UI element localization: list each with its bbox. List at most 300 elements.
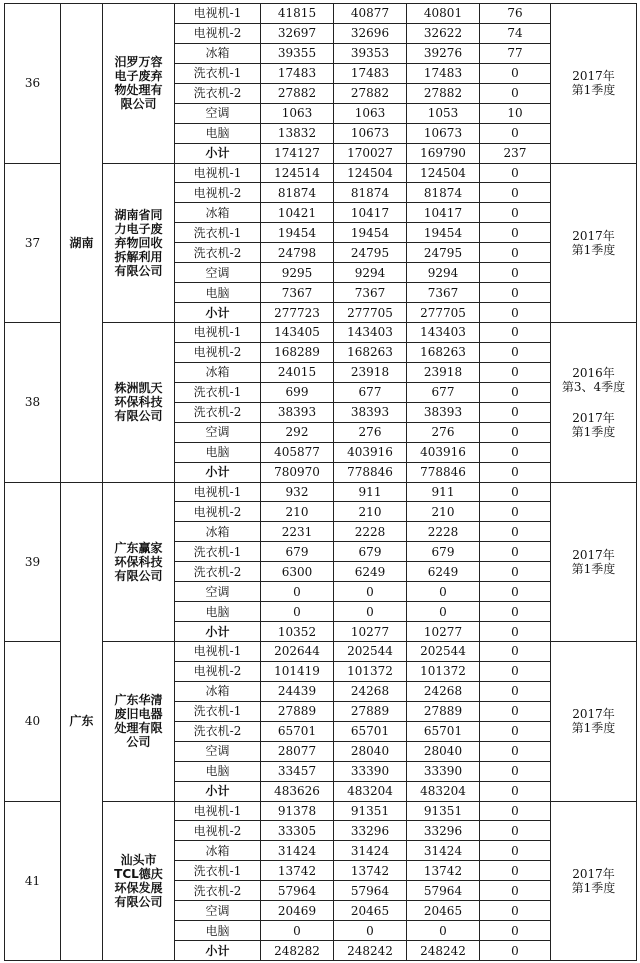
value-cell-c: 81874 (407, 183, 480, 203)
product-category: 电视机-1 (175, 482, 261, 502)
value-cell-b: 13742 (334, 861, 407, 881)
recycling-data-table (4, 3, 637, 961)
product-category: 电视机-2 (175, 821, 261, 841)
value-cell-b: 276 (334, 422, 407, 442)
reporting-period (551, 801, 637, 961)
value-cell-d: 77 (480, 43, 551, 63)
sequence-number: 38 (5, 323, 61, 483)
product-category: 洗衣机-2 (175, 83, 261, 103)
period-line: 第1季度 (571, 242, 616, 257)
value-cell-d: 0 (480, 123, 551, 143)
product-category: 洗衣机-1 (175, 542, 261, 562)
product-category: 电视机-2 (175, 342, 261, 362)
company-name-line: 力电子废 (114, 221, 163, 236)
value-cell-d: 0 (480, 562, 551, 582)
product-category: 空调 (175, 741, 261, 761)
company-name-line: 处理有限 (114, 721, 163, 736)
value-cell-a: 699 (261, 382, 334, 402)
product-category: 电脑 (175, 761, 261, 781)
company-name-line: 有限公司 (114, 568, 163, 583)
product-category: 电脑 (175, 921, 261, 941)
period-line: 第1季度 (571, 83, 616, 98)
value-cell-c: 911 (407, 482, 480, 502)
value-cell-b: 27889 (334, 701, 407, 721)
value-cell-a: 41815 (261, 4, 334, 24)
value-cell-b: 2228 (334, 522, 407, 542)
value-cell-c: 0 (407, 921, 480, 941)
subtotal-label: 小计 (175, 941, 261, 961)
value-cell-c: 6249 (407, 562, 480, 582)
value-cell-b: 403916 (334, 442, 407, 462)
value-cell-b: 40877 (334, 4, 407, 24)
value-cell-d: 0 (480, 422, 551, 442)
value-cell-d: 0 (480, 861, 551, 881)
value-cell-a: 483626 (261, 781, 334, 801)
value-cell-d: 0 (480, 801, 551, 821)
value-cell-d: 74 (480, 23, 551, 43)
company-name-line: 汨罗万容 (114, 55, 163, 70)
value-cell-d: 0 (480, 582, 551, 602)
value-cell-d: 237 (480, 143, 551, 163)
value-cell-c: 9294 (407, 263, 480, 283)
value-cell-d: 0 (480, 342, 551, 362)
value-cell-c: 19454 (407, 223, 480, 243)
value-cell-c: 27889 (407, 701, 480, 721)
value-cell-b: 679 (334, 542, 407, 562)
period-line: 2016年 (572, 365, 615, 380)
value-cell-b: 483204 (334, 781, 407, 801)
value-cell-d: 0 (480, 821, 551, 841)
value-cell-a: 20469 (261, 901, 334, 921)
value-cell-b: 32696 (334, 23, 407, 43)
value-cell-a: 91378 (261, 801, 334, 821)
value-cell-c: 91351 (407, 801, 480, 821)
product-category: 洗衣机-2 (175, 243, 261, 263)
value-cell-b: 911 (334, 482, 407, 502)
company-name-line: 环保发展 (114, 880, 163, 895)
value-cell-b: 24268 (334, 681, 407, 701)
value-cell-a: 932 (261, 482, 334, 502)
company-name-line: 湖南省同 (114, 207, 163, 222)
value-cell-d: 0 (480, 323, 551, 343)
value-cell-d: 0 (480, 622, 551, 642)
value-cell-c: 276 (407, 422, 480, 442)
company-name-line: 株洲凯天 (114, 381, 163, 396)
period-line: 第1季度 (571, 721, 616, 736)
product-category: 电视机-1 (175, 323, 261, 343)
value-cell-a: 101419 (261, 661, 334, 681)
subtotal-label: 小计 (175, 143, 261, 163)
value-cell-b: 91351 (334, 801, 407, 821)
value-cell-b: 168263 (334, 342, 407, 362)
product-category: 冰箱 (175, 43, 261, 63)
value-cell-c: 124504 (407, 163, 480, 183)
product-category: 电脑 (175, 602, 261, 622)
product-category: 洗衣机-2 (175, 562, 261, 582)
product-category: 洗衣机-1 (175, 223, 261, 243)
value-cell-c: 39276 (407, 43, 480, 63)
company-name-line: 弃物回收 (114, 235, 163, 250)
value-cell-c: 23918 (407, 362, 480, 382)
value-cell-b: 202544 (334, 642, 407, 662)
value-cell-b: 20465 (334, 901, 407, 921)
company-name (103, 801, 175, 961)
period-line: 2017年 (572, 707, 615, 722)
value-cell-d: 0 (480, 163, 551, 183)
value-cell-a: 2231 (261, 522, 334, 542)
value-cell-a: 13832 (261, 123, 334, 143)
sequence-number: 41 (5, 801, 61, 961)
company-name (103, 323, 175, 483)
province-cell: 广东 (61, 482, 103, 961)
value-cell-d: 0 (480, 921, 551, 941)
value-cell-a: 13742 (261, 861, 334, 881)
company-name (103, 4, 175, 164)
reporting-period (551, 323, 637, 483)
value-cell-d: 0 (480, 502, 551, 522)
value-cell-a: 202644 (261, 642, 334, 662)
period-spacer (551, 394, 636, 411)
value-cell-c: 101372 (407, 661, 480, 681)
value-cell-a: 24015 (261, 362, 334, 382)
value-cell-a: 0 (261, 602, 334, 622)
period-line: 2017年 (572, 69, 615, 84)
value-cell-d: 0 (480, 642, 551, 662)
product-category: 洗衣机-2 (175, 721, 261, 741)
product-category: 空调 (175, 582, 261, 602)
company-name-line: 电子废弃 (114, 69, 163, 84)
value-cell-a: 19454 (261, 223, 334, 243)
value-cell-b: 10417 (334, 203, 407, 223)
value-cell-a: 31424 (261, 841, 334, 861)
value-cell-c: 10417 (407, 203, 480, 223)
value-cell-a: 27889 (261, 701, 334, 721)
product-category: 冰箱 (175, 362, 261, 382)
value-cell-d: 0 (480, 362, 551, 382)
value-cell-c: 7367 (407, 283, 480, 303)
company-name-line: 汕头市 (120, 852, 157, 867)
value-cell-b: 9294 (334, 263, 407, 283)
value-cell-d: 0 (480, 382, 551, 402)
product-category: 电视机-2 (175, 183, 261, 203)
value-cell-c: 24795 (407, 243, 480, 263)
company-name-line: 广东赢家 (114, 540, 163, 555)
value-cell-b: 31424 (334, 841, 407, 861)
value-cell-b: 277705 (334, 303, 407, 323)
value-cell-d: 0 (480, 63, 551, 83)
product-category: 电视机-1 (175, 801, 261, 821)
value-cell-b: 7367 (334, 283, 407, 303)
period-line: 第1季度 (571, 561, 616, 576)
value-cell-c: 40801 (407, 4, 480, 24)
value-cell-a: 33305 (261, 821, 334, 841)
value-cell-c: 24268 (407, 681, 480, 701)
company-name (103, 482, 175, 642)
product-category: 电视机-2 (175, 502, 261, 522)
value-cell-d: 0 (480, 941, 551, 961)
product-category: 洗衣机-1 (175, 861, 261, 881)
value-cell-c: 483204 (407, 781, 480, 801)
company-name-line: 拆解利用 (114, 249, 163, 264)
province-cell: 湖南 (61, 4, 103, 483)
value-cell-b: 143403 (334, 323, 407, 343)
value-cell-d: 0 (480, 462, 551, 482)
value-cell-c: 17483 (407, 63, 480, 83)
value-cell-c: 31424 (407, 841, 480, 861)
value-cell-c: 38393 (407, 402, 480, 422)
sequence-number: 40 (5, 642, 61, 802)
value-cell-b: 10673 (334, 123, 407, 143)
reporting-period (551, 482, 637, 642)
value-cell-d: 0 (480, 901, 551, 921)
value-cell-d: 0 (480, 741, 551, 761)
product-category: 洗衣机-2 (175, 881, 261, 901)
company-name-line: 广东华清 (114, 693, 163, 708)
value-cell-c: 27882 (407, 83, 480, 103)
subtotal-label: 小计 (175, 781, 261, 801)
table-row (5, 482, 637, 502)
value-cell-c: 277705 (407, 303, 480, 323)
value-cell-b: 210 (334, 502, 407, 522)
value-cell-b: 248242 (334, 941, 407, 961)
value-cell-d: 0 (480, 522, 551, 542)
subtotal-label: 小计 (175, 303, 261, 323)
value-cell-a: 124514 (261, 163, 334, 183)
value-cell-d: 0 (480, 761, 551, 781)
value-cell-c: 13742 (407, 861, 480, 881)
product-category: 冰箱 (175, 681, 261, 701)
value-cell-b: 38393 (334, 402, 407, 422)
product-category: 电脑 (175, 442, 261, 462)
value-cell-c: 403916 (407, 442, 480, 462)
value-cell-a: 17483 (261, 63, 334, 83)
value-cell-c: 202544 (407, 642, 480, 662)
value-cell-a: 81874 (261, 183, 334, 203)
value-cell-c: 33390 (407, 761, 480, 781)
value-cell-a: 27882 (261, 83, 334, 103)
value-cell-a: 143405 (261, 323, 334, 343)
subtotal-label: 小计 (175, 622, 261, 642)
table-row (5, 4, 637, 24)
company-name (103, 642, 175, 802)
value-cell-d: 0 (480, 881, 551, 901)
company-name-line: 物处理有 (114, 83, 163, 98)
value-cell-a: 780970 (261, 462, 334, 482)
value-cell-b: 6249 (334, 562, 407, 582)
company-name-line: 有限公司 (114, 263, 163, 278)
period-line: 2017年 (572, 866, 615, 881)
value-cell-d: 0 (480, 661, 551, 681)
value-cell-d: 0 (480, 203, 551, 223)
value-cell-b: 778846 (334, 462, 407, 482)
value-cell-b: 677 (334, 382, 407, 402)
period-line: 第3、4季度 (561, 379, 626, 394)
product-category: 空调 (175, 422, 261, 442)
company-name-line: 限公司 (120, 97, 157, 112)
value-cell-d: 0 (480, 243, 551, 263)
value-cell-b: 170027 (334, 143, 407, 163)
period-line: 第1季度 (571, 424, 616, 439)
value-cell-b: 28040 (334, 741, 407, 761)
value-cell-a: 277723 (261, 303, 334, 323)
value-cell-a: 32697 (261, 23, 334, 43)
value-cell-c: 677 (407, 382, 480, 402)
value-cell-a: 292 (261, 422, 334, 442)
value-cell-d: 0 (480, 721, 551, 741)
value-cell-a: 38393 (261, 402, 334, 422)
value-cell-a: 39355 (261, 43, 334, 63)
value-cell-d: 10 (480, 103, 551, 123)
value-cell-a: 0 (261, 582, 334, 602)
reporting-period (551, 4, 637, 164)
product-category: 电脑 (175, 283, 261, 303)
period-line: 2017年 (572, 547, 615, 562)
period-line: 2017年 (572, 410, 615, 425)
sequence-number: 37 (5, 163, 61, 323)
value-cell-d: 0 (480, 841, 551, 861)
value-cell-c: 28040 (407, 741, 480, 761)
company-name-line: 环保科技 (114, 554, 163, 569)
value-cell-b: 24795 (334, 243, 407, 263)
company-name-line: 有限公司 (114, 409, 163, 424)
period-line: 2017年 (572, 228, 615, 243)
value-cell-a: 1063 (261, 103, 334, 123)
value-cell-c: 778846 (407, 462, 480, 482)
value-cell-d: 0 (480, 263, 551, 283)
value-cell-a: 33457 (261, 761, 334, 781)
value-cell-b: 0 (334, 921, 407, 941)
value-cell-a: 248282 (261, 941, 334, 961)
value-cell-c: 10277 (407, 622, 480, 642)
value-cell-c: 32622 (407, 23, 480, 43)
value-cell-c: 65701 (407, 721, 480, 741)
value-cell-d: 0 (480, 442, 551, 462)
product-category: 电视机-2 (175, 661, 261, 681)
subtotal-label: 小计 (175, 462, 261, 482)
product-category: 空调 (175, 263, 261, 283)
company-name-line: 环保科技 (114, 395, 163, 410)
value-cell-a: 28077 (261, 741, 334, 761)
value-cell-c: 57964 (407, 881, 480, 901)
value-cell-b: 33390 (334, 761, 407, 781)
value-cell-a: 24439 (261, 681, 334, 701)
product-category: 洗衣机-1 (175, 63, 261, 83)
product-category: 冰箱 (175, 841, 261, 861)
value-cell-b: 10277 (334, 622, 407, 642)
product-category: 电视机-1 (175, 163, 261, 183)
sequence-number: 39 (5, 482, 61, 642)
value-cell-b: 39353 (334, 43, 407, 63)
value-cell-c: 0 (407, 582, 480, 602)
value-cell-b: 124504 (334, 163, 407, 183)
product-category: 冰箱 (175, 522, 261, 542)
product-category: 电脑 (175, 123, 261, 143)
value-cell-d: 0 (480, 183, 551, 203)
value-cell-c: 210 (407, 502, 480, 522)
value-cell-c: 1053 (407, 103, 480, 123)
value-cell-d: 0 (480, 402, 551, 422)
value-cell-c: 248242 (407, 941, 480, 961)
value-cell-b: 1063 (334, 103, 407, 123)
product-category: 洗衣机-2 (175, 402, 261, 422)
product-category: 电视机-2 (175, 23, 261, 43)
value-cell-a: 405877 (261, 442, 334, 462)
value-cell-a: 10352 (261, 622, 334, 642)
value-cell-c: 169790 (407, 143, 480, 163)
value-cell-a: 0 (261, 921, 334, 941)
company-name-line: 公司 (126, 735, 151, 750)
value-cell-d: 0 (480, 542, 551, 562)
value-cell-a: 65701 (261, 721, 334, 741)
value-cell-a: 10421 (261, 203, 334, 223)
value-cell-a: 210 (261, 502, 334, 522)
value-cell-c: 33296 (407, 821, 480, 841)
value-cell-c: 10673 (407, 123, 480, 143)
value-cell-b: 27882 (334, 83, 407, 103)
value-cell-a: 9295 (261, 263, 334, 283)
value-cell-b: 65701 (334, 721, 407, 741)
value-cell-b: 19454 (334, 223, 407, 243)
value-cell-d: 0 (480, 781, 551, 801)
value-cell-a: 6300 (261, 562, 334, 582)
product-category: 电视机-1 (175, 4, 261, 24)
value-cell-d: 0 (480, 83, 551, 103)
value-cell-a: 57964 (261, 881, 334, 901)
value-cell-b: 57964 (334, 881, 407, 901)
value-cell-b: 0 (334, 602, 407, 622)
value-cell-d: 76 (480, 4, 551, 24)
value-cell-a: 7367 (261, 283, 334, 303)
company-name-line: TCL德庆 (114, 866, 163, 881)
product-category: 洗衣机-1 (175, 701, 261, 721)
value-cell-b: 0 (334, 582, 407, 602)
value-cell-c: 168263 (407, 342, 480, 362)
company-name-line: 有限公司 (114, 894, 163, 909)
company-name-line: 废旧电器 (114, 707, 163, 722)
value-cell-d: 0 (480, 303, 551, 323)
value-cell-b: 23918 (334, 362, 407, 382)
value-cell-a: 679 (261, 542, 334, 562)
value-cell-d: 0 (480, 602, 551, 622)
company-name (103, 163, 175, 323)
product-category: 空调 (175, 103, 261, 123)
period-line: 第1季度 (571, 880, 616, 895)
value-cell-b: 17483 (334, 63, 407, 83)
value-cell-a: 168289 (261, 342, 334, 362)
sequence-number: 36 (5, 4, 61, 164)
value-cell-b: 81874 (334, 183, 407, 203)
product-category: 空调 (175, 901, 261, 921)
product-category: 电视机-1 (175, 642, 261, 662)
reporting-period (551, 642, 637, 802)
value-cell-c: 0 (407, 602, 480, 622)
value-cell-d: 0 (480, 223, 551, 243)
value-cell-c: 2228 (407, 522, 480, 542)
product-category: 洗衣机-1 (175, 382, 261, 402)
product-category: 冰箱 (175, 203, 261, 223)
value-cell-c: 143403 (407, 323, 480, 343)
value-cell-d: 0 (480, 701, 551, 721)
value-cell-b: 33296 (334, 821, 407, 841)
reporting-period (551, 163, 637, 323)
value-cell-c: 20465 (407, 901, 480, 921)
value-cell-d: 0 (480, 681, 551, 701)
value-cell-b: 101372 (334, 661, 407, 681)
value-cell-c: 679 (407, 542, 480, 562)
value-cell-a: 24798 (261, 243, 334, 263)
value-cell-d: 0 (480, 283, 551, 303)
value-cell-a: 174127 (261, 143, 334, 163)
